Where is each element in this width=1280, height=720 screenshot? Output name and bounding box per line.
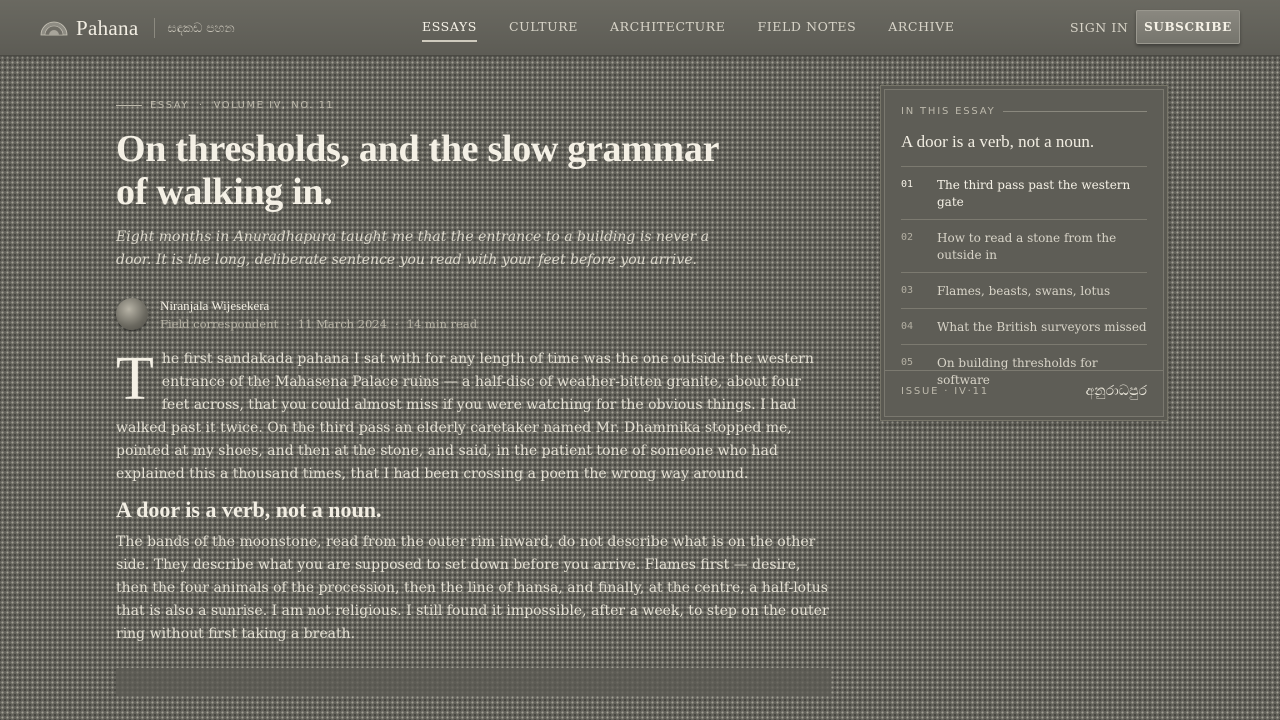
content-fade-overlay — [116, 668, 831, 696]
publish-date: 11 March 2024 — [297, 316, 387, 331]
subscribe-button[interactable]: SUBSCRIBE — [1136, 10, 1240, 44]
author-name[interactable]: Niranjala Wijesekera — [160, 297, 270, 313]
read-time: 14 min read — [406, 316, 478, 331]
toc-item-label: The third pass past the western gate — [937, 178, 1131, 209]
drop-cap: T — [116, 345, 154, 413]
issue-number: ISSUE · IV·11 — [901, 386, 989, 397]
byline-text — [160, 298, 477, 331]
nav-item-field-notes[interactable]: FIELD NOTES — [757, 19, 857, 34]
moonstone-logo-icon — [40, 20, 68, 36]
brand[interactable] — [40, 14, 235, 42]
nav-item-archive[interactable]: ARCHIVE — [888, 19, 955, 34]
kicker-separator: · — [198, 99, 204, 111]
paragraph: The bands of the moonstone, read from the outer rim inward, do not describe what is on the other side. They describe what you are supposed to set down before you arrive. Flames first — desire, then the four animals of the procession, then the line of hansa, and finally, at the centre, a half-lotus that is also a sunrise. I am not religious. I still found it impossible, after a week, to step on the outer ring without first taking a breath. — [116, 534, 829, 642]
brand-subtitle: සඳකඩ පහන — [167, 20, 235, 35]
paragraph — [116, 345, 831, 486]
article-dek: Eight months in Anuradhapura taught me that the entrance to a building is never a door. It is the long, deliberate sentence you read with your feet before you arrive. — [116, 229, 709, 268]
toc-item-label: On building thresholds for software — [937, 356, 1098, 387]
toc-list — [901, 166, 1147, 397]
toc-item-02[interactable] — [901, 220, 1147, 273]
article-body — [116, 345, 831, 646]
article — [116, 96, 831, 646]
toc-number: 02 — [901, 232, 914, 243]
toc-item-04[interactable] — [901, 309, 1147, 345]
sign-in-link[interactable]: SIGN IN — [1070, 20, 1129, 35]
brand-divider — [154, 18, 155, 38]
table-of-contents — [884, 89, 1164, 417]
kicker-rule — [116, 105, 142, 106]
section-heading: A door is a verb, not a noun. — [116, 497, 382, 522]
author-avatar[interactable] — [116, 298, 148, 330]
paragraph-text: he first sandakada pahana I sat with for any length of time was the one outside the western entrance of the Mahasena Palace ruins — a half-disc of weather-bitten granite, about four feet across, that you could almost miss if you were watching for the obvious things. I had walked past it twice. On the third pass an elderly caretaker named Mr. Dhammika stopped me, pointed at my shoes, and then at the stone, and said, in the patient tone of someone who had explained this a thousand times, that I had been crossing a poem the wrong way around. — [116, 351, 814, 482]
primary-nav — [422, 19, 987, 42]
article-headline: On thresholds, and the slow grammar of walking in. — [116, 128, 719, 213]
toc-title: A door is a verb, not a noun. — [901, 132, 1095, 151]
top-navigation-bar — [0, 0, 1280, 56]
author-role: Field correspondent — [160, 316, 279, 331]
meta-separator: · — [286, 316, 290, 331]
place-name: අනුරාධපුර — [1085, 383, 1147, 399]
nav-item-culture[interactable]: CULTURE — [508, 19, 578, 34]
kicker-volume: VOLUME IV, NO. 11 — [213, 99, 335, 111]
article-kicker — [116, 96, 831, 114]
toc-item-label: How to read a stone from the outside in — [937, 231, 1117, 262]
meta-separator: · — [394, 316, 399, 331]
toc-number: 04 — [901, 321, 914, 332]
toc-number: 01 — [901, 179, 914, 190]
kicker-section: ESSAY — [150, 99, 189, 111]
toc-label-text: IN THIS ESSAY — [901, 106, 996, 117]
toc-item-01[interactable] — [901, 167, 1147, 220]
nav-item-architecture[interactable]: ARCHITECTURE — [609, 19, 726, 34]
byline-meta — [160, 317, 477, 331]
toc-item-03[interactable] — [901, 273, 1147, 309]
nav-item-essays[interactable]: ESSAYS — [422, 19, 477, 42]
toc-item-label: What the British surveyors missed — [937, 320, 1147, 334]
toc-item-label: Flames, beasts, swans, lotus — [937, 284, 1111, 298]
brand-name: Pahana — [76, 15, 139, 40]
toc-footer — [885, 370, 1163, 417]
toc-label-rule — [1003, 111, 1147, 112]
toc-number: 03 — [901, 285, 914, 296]
toc-number: 05 — [901, 357, 914, 368]
byline — [116, 296, 831, 332]
toc-label — [901, 106, 1147, 117]
